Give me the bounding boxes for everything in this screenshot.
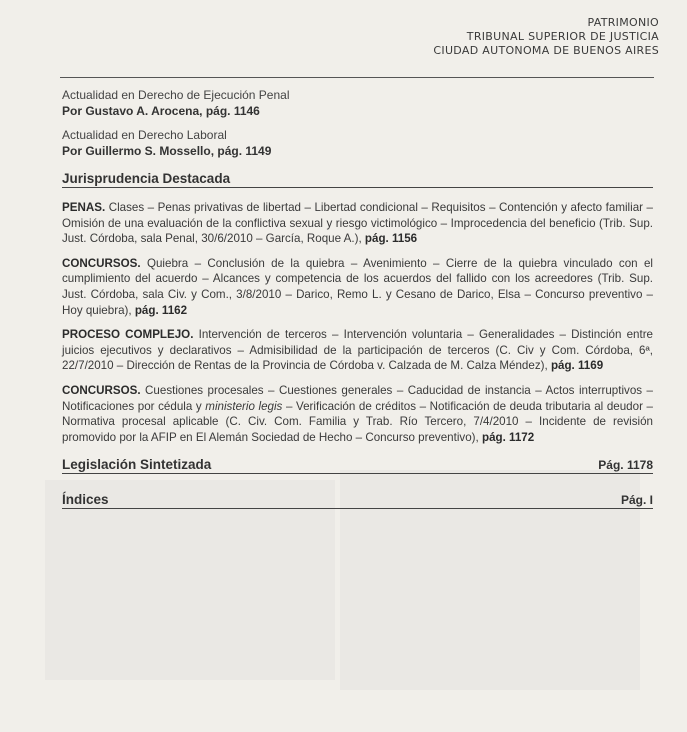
bleed-through-shadow-left <box>45 480 335 680</box>
article-title: Actualidad en Derecho Laboral <box>62 128 227 142</box>
top-divider <box>60 77 654 78</box>
case-text: Quiebra – Conclusión de la quiebra – Avenimiento – Cierre de la quiebra vinculado con el cumplimiento del acuerdo – Alcances y competencia de los acuerdos del fallido con los acreedores (Trib. Sup. Just. Córdoba, sala Civ. y Com., 3/8/2010 – Darico, Remo L. y Cesano de Darico, Elsa – Concurso preventivo – Hoy quiebra), <box>62 256 653 317</box>
case-entry <box>62 383 653 445</box>
case-text: – Verificación de créditos – Notificación de deuda tributaria al deudor – Normativa procesal aplicable (C. Civ. Com. Familia y Trab. Río Tercero, 7/4/2010 – Incidente de revisión promovido por la AFIP en El Alemán Sociedad de Hecho – Concurso preventivo), <box>62 399 653 444</box>
section-heading-jurisprudencia <box>62 171 653 188</box>
article-author: Por Gustavo A. Arocena, pág. 1146 <box>62 104 260 118</box>
section-title: Legislación Sintetizada <box>62 457 212 473</box>
case-text: Clases – Penas privativas de libertad – Libertad condicional – Requisitos – Contención y afecto familiar – Omisión de una evaluación de la conflictiva sexual y riesgo victimológico – Improcedencia del beneficio (Trib. Sup. Just. Córdoba, sala Penal, 30/6/2010 – García, Roque A.), <box>62 201 653 246</box>
case-keyword: PENAS. <box>62 201 106 214</box>
case-page: pág. 1172 <box>481 430 535 444</box>
article-entry <box>62 127 653 159</box>
case-text: Cuestiones procesales – Cuestiones generales – Caducidad de instancia – Actos interruptivos – Notificaciones por cédula y <box>62 383 653 413</box>
article-author: Por Guillermo S. Mossello, pág. 1149 <box>62 144 272 158</box>
case-text: Intervención de terceros – Intervención voluntaria – Generalidades – Distinción entre juicios ejecutivos y declarativos – Admisibilidad de la participación de terceros (C. Civ y Com. Córdoba, 6ª, 22/7/2010 – Dirección de Rentas de la Provincia de Córdoba v. Calzada de M. Calza Méndez), <box>62 328 654 373</box>
case-keyword: CONCURSOS. <box>62 383 141 397</box>
case-keyword: CONCURSOS. <box>62 256 141 270</box>
case-keyword: PROCESO COMPLEJO. <box>62 328 194 342</box>
stamp-line-1: PATRIMONIO <box>587 16 659 29</box>
contents-body <box>62 87 653 509</box>
case-entry <box>62 256 653 318</box>
stamp-line-3: CIUDAD AUTONOMA DE BUENOS AIRES <box>433 44 659 57</box>
case-entry <box>62 327 653 374</box>
case-page: pág. 1169 <box>550 359 604 373</box>
section-page: Pág. I <box>620 493 653 508</box>
case-text-italic: ministerio legis <box>205 399 283 413</box>
section-title: Índices <box>62 492 109 508</box>
section-title: Jurisprudencia Destacada <box>62 171 231 186</box>
case-entry <box>62 200 653 247</box>
section-page: Pág. 1178 <box>598 458 653 473</box>
article-entry <box>62 87 653 119</box>
section-heading-indices <box>62 492 653 509</box>
article-title: Actualidad en Derecho de Ejecución Penal <box>62 88 290 102</box>
case-page: pág. 1156 <box>364 232 418 246</box>
case-page: pág. 1162 <box>134 303 188 317</box>
section-heading-legislacion <box>62 457 653 474</box>
library-stamp <box>433 16 659 58</box>
stamp-line-2: TRIBUNAL SUPERIOR DE JUSTICIA <box>466 30 659 43</box>
